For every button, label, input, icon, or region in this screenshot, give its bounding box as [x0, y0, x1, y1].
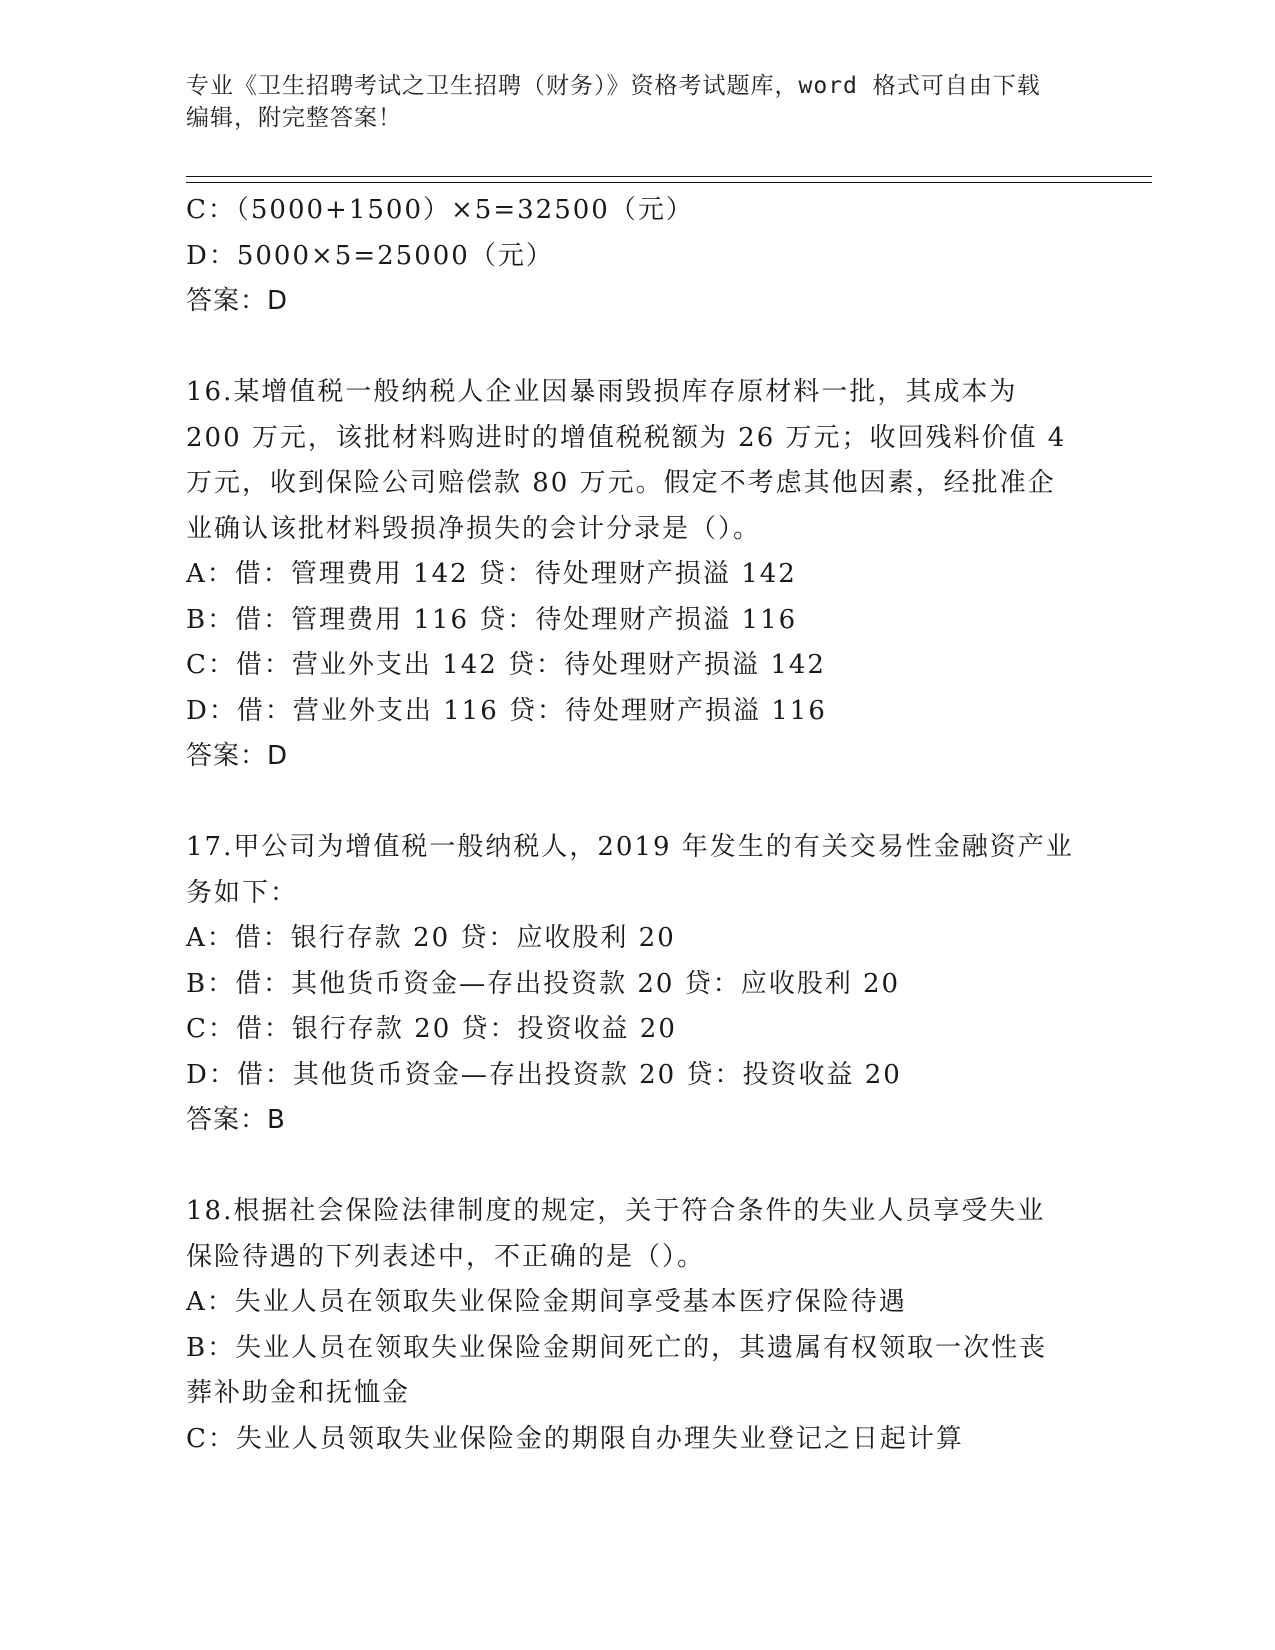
question-stem-line: 保险待遇的下列表述中，不正确的是（）。 [186, 1241, 706, 1272]
header-line-2: 编辑，附完整答案！ [186, 105, 402, 131]
option-line: D：借：其他货币资金—存出投资款 20 贷：投资收益 20 [186, 1059, 902, 1090]
question-stem-line: 务如下： [186, 877, 299, 908]
answer-line: 答案：D [186, 286, 289, 316]
option-line: B：借：其他货币资金—存出投资款 20 贷：应收股利 20 [186, 968, 901, 999]
answer-line: 答案：B [186, 1105, 286, 1135]
option-line: B：失业人员在领取失业保险金期间死亡的，其遗属有权领取一次性丧 [186, 1332, 1048, 1363]
option-line: C：失业人员领取失业保险金的期限自办理失业登记之日起计算 [186, 1423, 964, 1454]
option-line: D：5000×5=25000（元） [186, 240, 554, 271]
header-rule-top [186, 176, 1152, 177]
option-line: A：失业人员在领取失业保险金期间享受基本医疗保险待遇 [186, 1287, 907, 1317]
option-line: C：借：营业外支出 142 贷：待处理财产损溢 142 [186, 650, 826, 680]
answer-line: 答案：D [186, 741, 289, 771]
header-rule-bottom [186, 182, 1152, 183]
question-stem-line: 万元，收到保险公司赔偿款 80 万元。假定不考虑其他因素，经批准企 [186, 468, 1056, 498]
spacer [186, 1144, 1086, 1190]
question-stem-line: 16.某增值税一般纳税人企业因暴雨毁损库存原材料一批，其成本为 [186, 377, 1018, 407]
option-line: B：借：管理费用 116 贷：待处理财产损溢 116 [186, 604, 798, 635]
option-line: A：借：银行存款 20 贷：应收股利 20 [186, 923, 676, 953]
page-header [186, 70, 1066, 134]
question-stem-line: 17.甲公司为增值税一般纳税人，2019 年发生的有关交易性金融资产业 [186, 832, 1074, 862]
option-line: 葬补助金和抚恤金 [186, 1378, 411, 1408]
option-line: C：借：银行存款 20 贷：投资收益 20 [186, 1014, 677, 1044]
document-body [186, 188, 1086, 1462]
question-stem-line: 18.根据社会保险法律制度的规定，关于符合条件的失业人员享受失业 [186, 1196, 1046, 1226]
option-line: C：（5000+1500）×5=32500（元） [186, 195, 694, 225]
header-line-1: 专业《卫生招聘考试之卫生招聘（财务）》资格考试题库，word 格式可自由下载 [186, 73, 1041, 99]
option-line: D：借：营业外支出 116 贷：待处理财产损溢 116 [186, 695, 827, 726]
question-stem-line: 200 万元，该批材料购进时的增值税税额为 26 万元；收回残料价值 4 [186, 422, 1067, 453]
question-stem-line: 业确认该批材料毁损净损失的会计分录是（）。 [186, 513, 762, 544]
spacer [186, 780, 1086, 826]
spacer [186, 325, 1086, 371]
option-line: A：借：管理费用 142 贷：待处理财产损溢 142 [186, 559, 797, 589]
